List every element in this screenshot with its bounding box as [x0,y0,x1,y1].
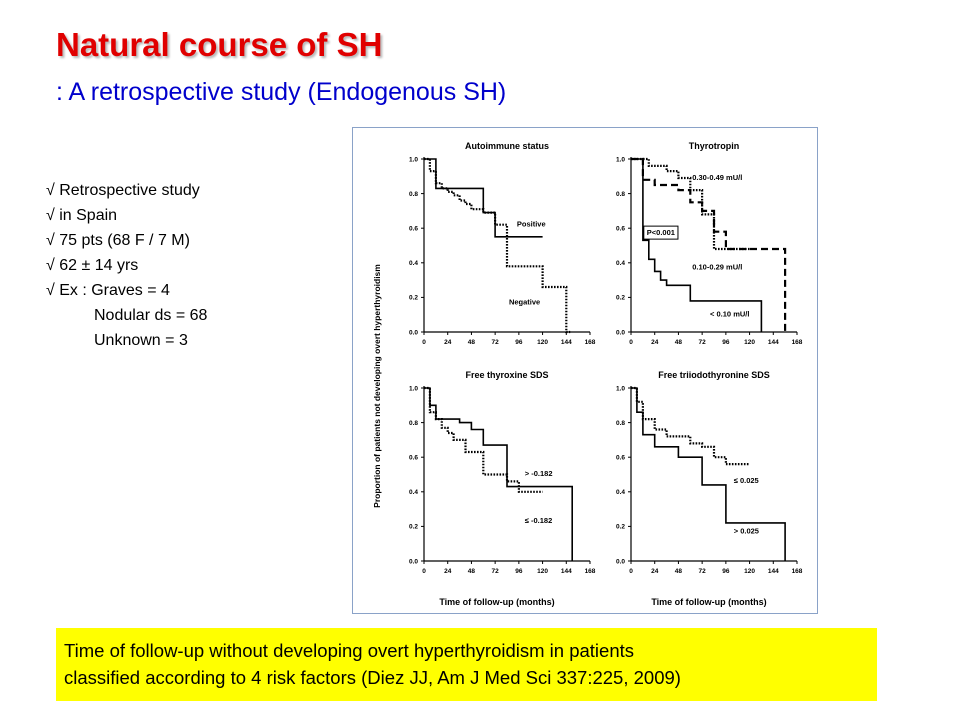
x-tick-label: 144 [560,568,572,575]
x-tick-label: 0 [422,339,426,346]
series-line [424,159,570,332]
annotation-label: ≤ -0.182 [524,515,553,525]
y-tick-label: 1.0 [615,385,625,393]
x-tick-label: 168 [584,339,596,346]
x-tick-label: 120 [537,339,549,346]
x-tick-label: 48 [674,568,683,575]
y-tick-label: 1.0 [408,385,418,393]
x-tick-label: 72 [491,568,499,575]
x-tick-label: 72 [491,339,499,346]
x-tick-label: 120 [744,339,756,346]
y-tick-label: 0.0 [408,558,418,566]
x-tick-label: 120 [537,568,549,575]
annotation-label: > -0.182 [524,469,553,479]
x-tick-label: 72 [698,339,706,346]
x-tick-label: 48 [674,339,683,346]
annotation-label: ≤ 0.025 [733,476,759,486]
bullet-item: √ 75 pts (68 F / 7 M) [46,232,190,249]
x-tick-label: 96 [722,568,730,575]
caption-line: classified according to 4 risk factors (Diez JJ, Am J Med Sci 337:225, 2009) [64,667,681,688]
bullet-subitem: Unknown = 3 [94,332,188,349]
caption-line: Time of follow-up without developing overt hyperthyroidism in patients [64,640,635,661]
x-tick-label: 0 [422,568,426,575]
series-line [631,388,785,561]
x-tick-label: 120 [744,568,756,575]
slide-subtitle: : A retrospective study (Endogenous SH) [56,78,507,106]
x-tick-label: 96 [515,568,523,575]
panel-title: Autoimmune status [464,141,550,151]
annotation-label: P<0.001 [646,228,675,238]
bullet-subitem: Nodular ds = 68 [94,307,208,324]
y-tick-label: 0.8 [615,190,625,198]
x-tick-label: 96 [722,339,730,346]
series-line [631,388,750,464]
y-tick-label: 0.6 [615,225,625,233]
x-tick-label: 72 [698,568,706,575]
x-tick-label: 96 [515,339,523,346]
x-axis-label-right: Time of follow-up (months) [651,597,767,607]
y-tick-label: 0.8 [408,190,418,198]
x-tick-label: 144 [767,339,779,346]
y-tick-label: 0.0 [615,558,625,566]
bullet-item: √ Ex : Graves = 4 [46,282,170,299]
x-tick-label: 24 [444,339,452,346]
y-tick-label: 0.2 [408,294,418,302]
annotation-label: Positive [516,219,546,229]
y-tick-label: 0.6 [408,225,418,233]
y-tick-label: 0.0 [615,329,625,337]
panel-title: Thyrotropin [688,141,740,151]
figure-caption [56,628,877,701]
x-tick-label: 0 [629,568,633,575]
km-curves-svg [353,128,819,615]
x-tick-label: 168 [584,568,596,575]
bullet-list [46,178,207,353]
x-tick-label: 168 [791,339,803,346]
y-tick-label: 0.4 [615,489,625,497]
y-tick-label: 0.6 [615,454,625,462]
y-tick-label: 0.4 [408,489,418,497]
bullet-item: √ 62 ± 14 yrs [46,257,139,274]
x-tick-label: 144 [560,339,572,346]
y-axis-label: Proportion of patients not developing overt hyperthyroidism [372,264,382,508]
bullet-item: √ Retrospective study [46,182,200,199]
y-tick-label: 0.2 [408,523,418,531]
y-tick-label: 0.6 [408,454,418,462]
y-tick-label: 0.2 [615,523,625,531]
x-tick-label: 168 [791,568,803,575]
annotation-label: 0.30-0.49 mU/l [692,172,743,182]
series-line [631,159,761,332]
y-tick-label: 0.4 [615,260,625,268]
bullet-item: √ in Spain [46,207,118,224]
y-tick-label: 0.0 [408,329,418,337]
x-tick-label: 24 [651,339,659,346]
x-tick-label: 48 [467,339,476,346]
x-axis-label-left: Time of follow-up (months) [439,597,555,607]
panel-title: Free thyroxine SDS [465,370,549,380]
annotation-label: 0.10-0.29 mU/l [692,262,743,272]
annotation-label: Negative [508,297,541,307]
y-tick-label: 0.8 [615,419,625,427]
y-tick-label: 1.0 [615,156,625,164]
y-tick-label: 1.0 [408,156,418,164]
panel-title: Free triiodothyronine SDS [658,370,770,380]
annotation-label: > 0.025 [733,526,759,536]
annotation-label: < 0.10 mU/l [710,309,750,319]
x-tick-label: 24 [444,568,452,575]
x-tick-label: 0 [629,339,633,346]
x-tick-label: 48 [467,568,476,575]
x-tick-label: 24 [651,568,659,575]
km-figure [352,127,818,614]
x-tick-label: 144 [767,568,779,575]
slide-title: Natural course of SH [56,26,383,63]
y-tick-label: 0.8 [408,419,418,427]
y-tick-label: 0.2 [615,294,625,302]
y-tick-label: 0.4 [408,260,418,268]
